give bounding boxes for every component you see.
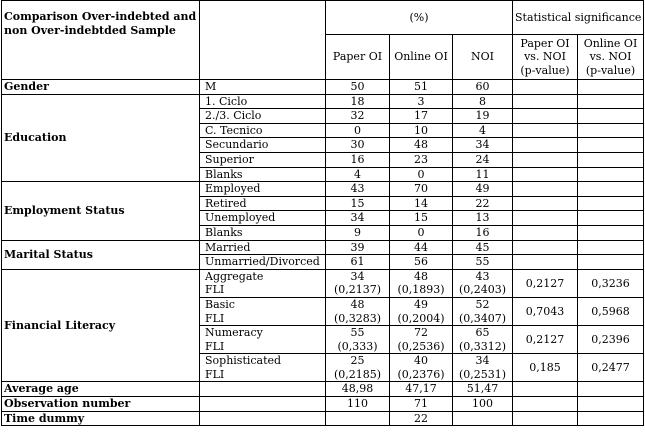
header-blank-cell	[200, 1, 326, 80]
online-pvalue-cell	[578, 109, 644, 124]
paper-oi-cell: 32	[326, 109, 390, 124]
online-pvalue-cell	[578, 240, 644, 255]
online-oi-cell	[390, 354, 453, 382]
noi-cell: 100	[453, 397, 513, 412]
paper-pvalue-cell	[513, 240, 578, 255]
online-pvalue-cell	[578, 167, 644, 182]
stat-column-header	[513, 35, 578, 80]
online-oi-cell-line: (0,2536)	[397, 339, 445, 353]
noi-cell: 22	[453, 196, 513, 211]
paper-pvalue-cell	[513, 152, 578, 167]
stat-header-line: (p-value)	[585, 63, 636, 77]
noi-cell-line: (0,2531)	[458, 367, 507, 381]
online-pvalue-cell	[578, 225, 644, 240]
paper-oi-cell: 50	[326, 80, 390, 95]
online-oi-cell-line: 72	[414, 326, 428, 340]
paper-oi-cell-line: 34	[350, 269, 365, 283]
paper-pvalue-cell	[513, 225, 578, 240]
noi-cell: 49	[453, 182, 513, 197]
online-oi-cell-line: (0,2004)	[397, 311, 445, 325]
paper-pvalue-cell	[513, 123, 578, 138]
online-pvalue-cell	[578, 397, 644, 412]
paper-oi-cell: 39	[326, 240, 390, 255]
row-sublabel-line: Aggregate	[205, 269, 264, 283]
online-pvalue-cell	[578, 211, 644, 226]
paper-oi-cell: 4	[326, 167, 390, 182]
noi-cell: 55	[453, 255, 513, 270]
online-pvalue-cell: 0,3236	[578, 269, 644, 297]
noi-cell: 11	[453, 167, 513, 182]
noi-cell: 4	[453, 123, 513, 138]
footnote-cutoff	[1, 441, 301, 447]
table-row	[2, 269, 644, 297]
column-header: NOI	[453, 35, 513, 80]
online-oi-cell-line: 49	[414, 297, 428, 311]
table-row	[2, 182, 644, 197]
online-oi-cell-line: (0,1893)	[397, 283, 445, 297]
table-row	[2, 240, 644, 255]
paper-pvalue-cell	[513, 196, 578, 211]
row-sublabel-line: FLI	[205, 367, 225, 381]
noi-cell	[453, 297, 513, 325]
section-label: Employment Status	[2, 182, 200, 240]
row-sublabel	[200, 354, 326, 382]
paper-oi-cell	[326, 269, 390, 297]
online-pvalue-cell	[578, 411, 644, 426]
paper-pvalue-cell	[513, 411, 578, 426]
row-sublabel: Married	[200, 240, 326, 255]
paper-pvalue-cell	[513, 80, 578, 95]
stat-header-line: (p-value)	[520, 63, 570, 77]
row-sublabel-line: Sophisticated	[205, 354, 282, 368]
online-oi-cell: 44	[390, 240, 453, 255]
stat-header-line: Paper OI	[520, 36, 570, 50]
stat-column-header	[578, 35, 644, 80]
row-sublabel	[200, 269, 326, 297]
online-pvalue-cell	[578, 80, 644, 95]
paper-oi-cell: 48,98	[326, 382, 390, 397]
paper-oi-cell: 34	[326, 211, 390, 226]
paper-pvalue-cell	[513, 138, 578, 153]
noi-cell: 24	[453, 152, 513, 167]
online-pvalue-cell	[578, 94, 644, 109]
paper-pvalue-cell	[513, 182, 578, 197]
row-sublabel-line: FLI	[205, 339, 225, 353]
online-oi-cell: 0	[390, 225, 453, 240]
noi-cell-line: (0,3312)	[458, 339, 507, 353]
online-oi-cell: 47,17	[390, 382, 453, 397]
paper-oi-cell	[326, 297, 390, 325]
online-oi-cell	[390, 326, 453, 354]
row-sublabel-line: Basic	[205, 297, 235, 311]
paper-oi-cell: 9	[326, 225, 390, 240]
summary-label: Observation number	[2, 397, 200, 412]
paper-oi-cell: 15	[326, 196, 390, 211]
online-oi-cell	[390, 269, 453, 297]
paper-oi-cell: 0	[326, 123, 390, 138]
column-header: Online OI	[390, 35, 453, 80]
summary-label: Time dummy	[2, 411, 200, 426]
online-pvalue-cell	[578, 138, 644, 153]
online-pvalue-cell: 0,5968	[578, 297, 644, 325]
summary-row	[2, 397, 644, 412]
online-oi-cell: 3	[390, 94, 453, 109]
paper-oi-cell: 43	[326, 182, 390, 197]
paper-oi-cell	[326, 354, 390, 382]
online-pvalue-cell: 0,2477	[578, 354, 644, 382]
summary-sublabel	[200, 397, 326, 412]
paper-pvalue-cell	[513, 109, 578, 124]
row-sublabel: Secundario	[200, 138, 326, 153]
row-sublabel: Unemployed	[200, 211, 326, 226]
paper-pvalue-cell: 0,185	[513, 354, 578, 382]
row-sublabel: 1. Ciclo	[200, 94, 326, 109]
noi-cell: 16	[453, 225, 513, 240]
paper-oi-cell-line: (0,3283)	[333, 311, 382, 325]
noi-cell	[453, 411, 513, 426]
paper-pvalue-cell	[513, 382, 578, 397]
row-sublabel: 2./3. Ciclo	[200, 109, 326, 124]
summary-sublabel	[200, 411, 326, 426]
paper-pvalue-cell	[513, 211, 578, 226]
online-pvalue-cell	[578, 182, 644, 197]
noi-cell: 60	[453, 80, 513, 95]
row-sublabel: Unmarried/Divorced	[200, 255, 326, 270]
online-oi-cell: 71	[390, 397, 453, 412]
online-oi-cell-line: (0,2376)	[397, 367, 445, 381]
comparison-table	[1, 0, 644, 426]
paper-oi-cell-line: 48	[350, 297, 365, 311]
row-sublabel: Employed	[200, 182, 326, 197]
online-pvalue-cell	[578, 152, 644, 167]
stat-header-line: vs. NOI	[589, 50, 632, 64]
paper-oi-cell: 18	[326, 94, 390, 109]
row-sublabel: Blanks	[200, 225, 326, 240]
paper-oi-cell-line: (0,2185)	[333, 367, 382, 381]
paper-oi-cell: 61	[326, 255, 390, 270]
online-oi-cell: 14	[390, 196, 453, 211]
online-oi-cell: 0	[390, 167, 453, 182]
noi-cell-line: (0,3407)	[458, 311, 507, 325]
noi-cell: 45	[453, 240, 513, 255]
summary-row	[2, 382, 644, 397]
section-label: Marital Status	[2, 240, 200, 269]
online-oi-cell: 70	[390, 182, 453, 197]
noi-cell-line: 52	[475, 297, 490, 311]
paper-oi-cell: 16	[326, 152, 390, 167]
section-label: Financial Literacy	[2, 269, 200, 382]
paper-oi-cell-line: 55	[350, 326, 365, 340]
online-oi-cell	[390, 297, 453, 325]
table-row	[2, 80, 644, 95]
paper-pvalue-cell	[513, 255, 578, 270]
table-row	[2, 94, 644, 109]
table-title: Comparison Over-indebted and non Over-indebtded Sample	[2, 1, 200, 80]
paper-pvalue-cell	[513, 167, 578, 182]
paper-oi-cell-line: (0,333)	[337, 339, 378, 353]
summary-label: Average age	[2, 382, 200, 397]
section-label: Education	[2, 94, 200, 182]
noi-cell-line: (0,2403)	[458, 283, 507, 297]
section-label: Gender	[2, 80, 200, 95]
online-oi-cell: 17	[390, 109, 453, 124]
row-sublabel	[200, 297, 326, 325]
online-pvalue-cell	[578, 255, 644, 270]
stat-header-line: vs. NOI	[524, 50, 566, 64]
paper-pvalue-cell: 0,2127	[513, 269, 578, 297]
noi-cell-line: 43	[475, 269, 490, 283]
paper-oi-cell: 30	[326, 138, 390, 153]
paper-oi-cell-line: (0,2137)	[333, 283, 382, 297]
noi-cell: 13	[453, 211, 513, 226]
online-pvalue-cell: 0,2396	[578, 326, 644, 354]
summary-sublabel	[200, 382, 326, 397]
paper-oi-cell	[326, 411, 390, 426]
paper-oi-cell: 110	[326, 397, 390, 412]
row-sublabel	[200, 326, 326, 354]
online-oi-cell: 51	[390, 80, 453, 95]
row-sublabel: Superior	[200, 152, 326, 167]
stat-header-line: Online OI	[583, 36, 638, 50]
online-oi-cell-line: 40	[414, 354, 428, 368]
online-pvalue-cell	[578, 196, 644, 211]
column-header: Paper OI	[326, 35, 390, 80]
row-sublabel-line: Numeracy	[205, 326, 263, 340]
noi-cell	[453, 326, 513, 354]
paper-pvalue-cell	[513, 94, 578, 109]
row-sublabel: M	[200, 80, 326, 95]
online-oi-cell: 23	[390, 152, 453, 167]
online-oi-cell: 22	[390, 411, 453, 426]
noi-cell: 8	[453, 94, 513, 109]
online-oi-cell: 15	[390, 211, 453, 226]
noi-cell	[453, 269, 513, 297]
paper-oi-cell	[326, 326, 390, 354]
noi-cell: 51,47	[453, 382, 513, 397]
stat-group-header: Statistical significance	[513, 1, 644, 35]
summary-row	[2, 411, 644, 426]
paper-oi-cell-line: 25	[350, 354, 365, 368]
row-sublabel-line: FLI	[205, 311, 225, 325]
paper-pvalue-cell: 0,2127	[513, 326, 578, 354]
online-oi-cell-line: 48	[414, 269, 428, 283]
row-sublabel-line: FLI	[205, 283, 225, 297]
online-oi-cell: 48	[390, 138, 453, 153]
online-pvalue-cell	[578, 123, 644, 138]
online-oi-cell: 56	[390, 255, 453, 270]
row-sublabel: Blanks	[200, 167, 326, 182]
paper-pvalue-cell: 0,7043	[513, 297, 578, 325]
noi-cell-line: 34	[475, 354, 490, 368]
row-sublabel: C. Tecnico	[200, 123, 326, 138]
noi-cell: 19	[453, 109, 513, 124]
noi-cell: 34	[453, 138, 513, 153]
online-pvalue-cell	[578, 382, 644, 397]
noi-cell	[453, 354, 513, 382]
online-oi-cell: 10	[390, 123, 453, 138]
row-sublabel: Retired	[200, 196, 326, 211]
percent-group-header: (%)	[326, 1, 513, 35]
noi-cell-line: 65	[475, 326, 490, 340]
paper-pvalue-cell	[513, 397, 578, 412]
